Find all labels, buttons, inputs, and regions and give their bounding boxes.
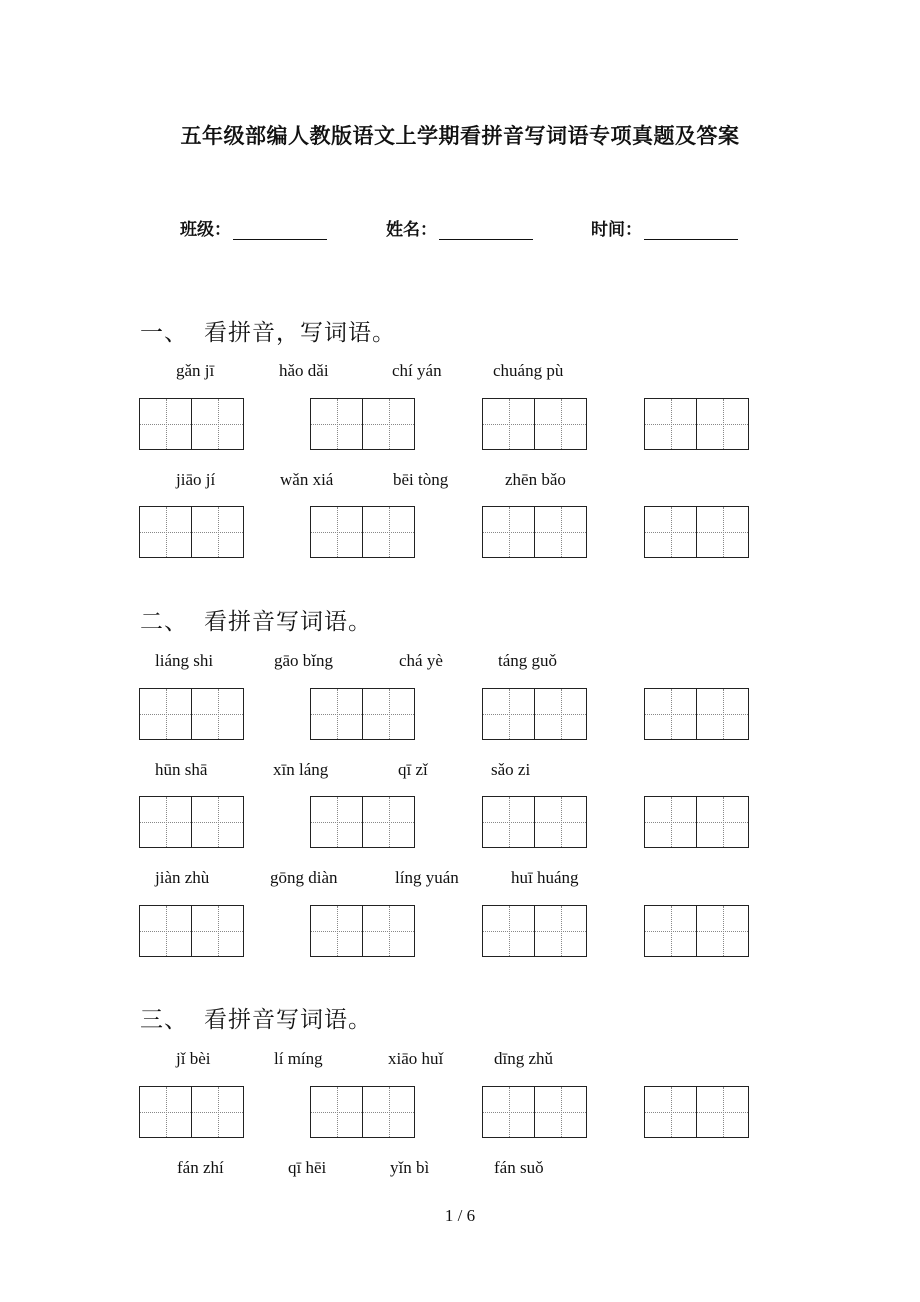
pinyin-label: liáng shi <box>155 651 214 670</box>
writing-box[interactable] <box>310 398 415 450</box>
time-blank-line <box>644 222 738 240</box>
class-blank-line <box>233 222 327 240</box>
pinyin-label: chí yán <box>392 361 442 380</box>
pinyin-label: gǎn jī <box>176 361 215 380</box>
pinyin-label: wǎn xiá <box>280 470 334 489</box>
writing-box[interactable] <box>644 688 749 740</box>
pinyin-label: hūn shā <box>155 760 208 779</box>
pinyin-label: gāo bǐng <box>274 651 334 670</box>
section-instruction: 看拼音，写词语。 <box>204 320 396 346</box>
class-field <box>180 215 327 240</box>
writing-box[interactable] <box>482 506 587 558</box>
writing-box[interactable] <box>482 688 587 740</box>
time-label: 时间： <box>591 220 642 240</box>
pinyin-label: dīng zhǔ <box>494 1049 554 1068</box>
pinyin-label: chuáng pù <box>493 361 564 380</box>
writing-box[interactable] <box>139 905 244 957</box>
pinyin-label: qī zǐ <box>398 760 428 779</box>
name-blank-line <box>439 222 533 240</box>
section-number: 三、 <box>140 1007 188 1033</box>
pinyin-label: lí míng <box>274 1049 323 1068</box>
writing-box[interactable] <box>310 506 415 558</box>
section-instruction: 看拼音写词语。 <box>204 1007 372 1033</box>
section-heading <box>140 314 396 347</box>
pinyin-label: chá yè <box>399 651 443 670</box>
pinyin-label: líng yuán <box>395 868 459 887</box>
pinyin-label: yǐn bì <box>390 1158 430 1177</box>
writing-box[interactable] <box>482 796 587 848</box>
section-number: 二、 <box>140 609 188 635</box>
section-heading <box>140 603 372 636</box>
writing-box[interactable] <box>482 1086 587 1138</box>
writing-box[interactable] <box>139 506 244 558</box>
writing-box[interactable] <box>644 796 749 848</box>
pinyin-label: gōng diàn <box>270 868 338 887</box>
pinyin-label: jǐ bèi <box>176 1049 211 1068</box>
writing-box[interactable] <box>139 796 244 848</box>
writing-box[interactable] <box>644 506 749 558</box>
writing-box[interactable] <box>310 1086 415 1138</box>
writing-box[interactable] <box>139 688 244 740</box>
pinyin-label: xīn láng <box>273 760 329 779</box>
pinyin-label: qī hēi <box>288 1158 327 1177</box>
section-number: 一、 <box>140 320 188 346</box>
pinyin-label: bēi tòng <box>393 470 449 489</box>
writing-box[interactable] <box>644 1086 749 1138</box>
writing-box[interactable] <box>644 905 749 957</box>
pinyin-label: huī huáng <box>511 868 579 887</box>
writing-box[interactable] <box>644 398 749 450</box>
pinyin-label: jiāo jí <box>176 470 216 489</box>
writing-box[interactable] <box>310 796 415 848</box>
section-heading <box>140 1001 372 1034</box>
time-field <box>591 215 738 240</box>
pinyin-label: fán zhí <box>177 1158 224 1177</box>
section-instruction: 看拼音写词语。 <box>204 609 372 635</box>
writing-box[interactable] <box>139 1086 244 1138</box>
class-label: 班级： <box>180 220 231 240</box>
page-number: 1 / 6 <box>444 1206 476 1225</box>
pinyin-label: zhēn bǎo <box>505 470 566 489</box>
pinyin-label: hǎo dǎi <box>279 361 329 380</box>
pinyin-label: sǎo zi <box>491 760 531 779</box>
writing-box[interactable] <box>482 905 587 957</box>
name-label: 姓名： <box>386 220 437 240</box>
page-title: 五年级部编人教版语文上学期看拼音写词语专项真题及答案 <box>180 123 740 148</box>
writing-box[interactable] <box>310 905 415 957</box>
pinyin-label: jiàn zhù <box>155 868 210 887</box>
pinyin-label: xiāo huǐ <box>388 1049 444 1068</box>
name-field <box>386 215 533 240</box>
writing-box[interactable] <box>310 688 415 740</box>
writing-box[interactable] <box>139 398 244 450</box>
pinyin-label: táng guǒ <box>498 651 558 670</box>
writing-box[interactable] <box>482 398 587 450</box>
pinyin-label: fán suǒ <box>494 1158 544 1177</box>
